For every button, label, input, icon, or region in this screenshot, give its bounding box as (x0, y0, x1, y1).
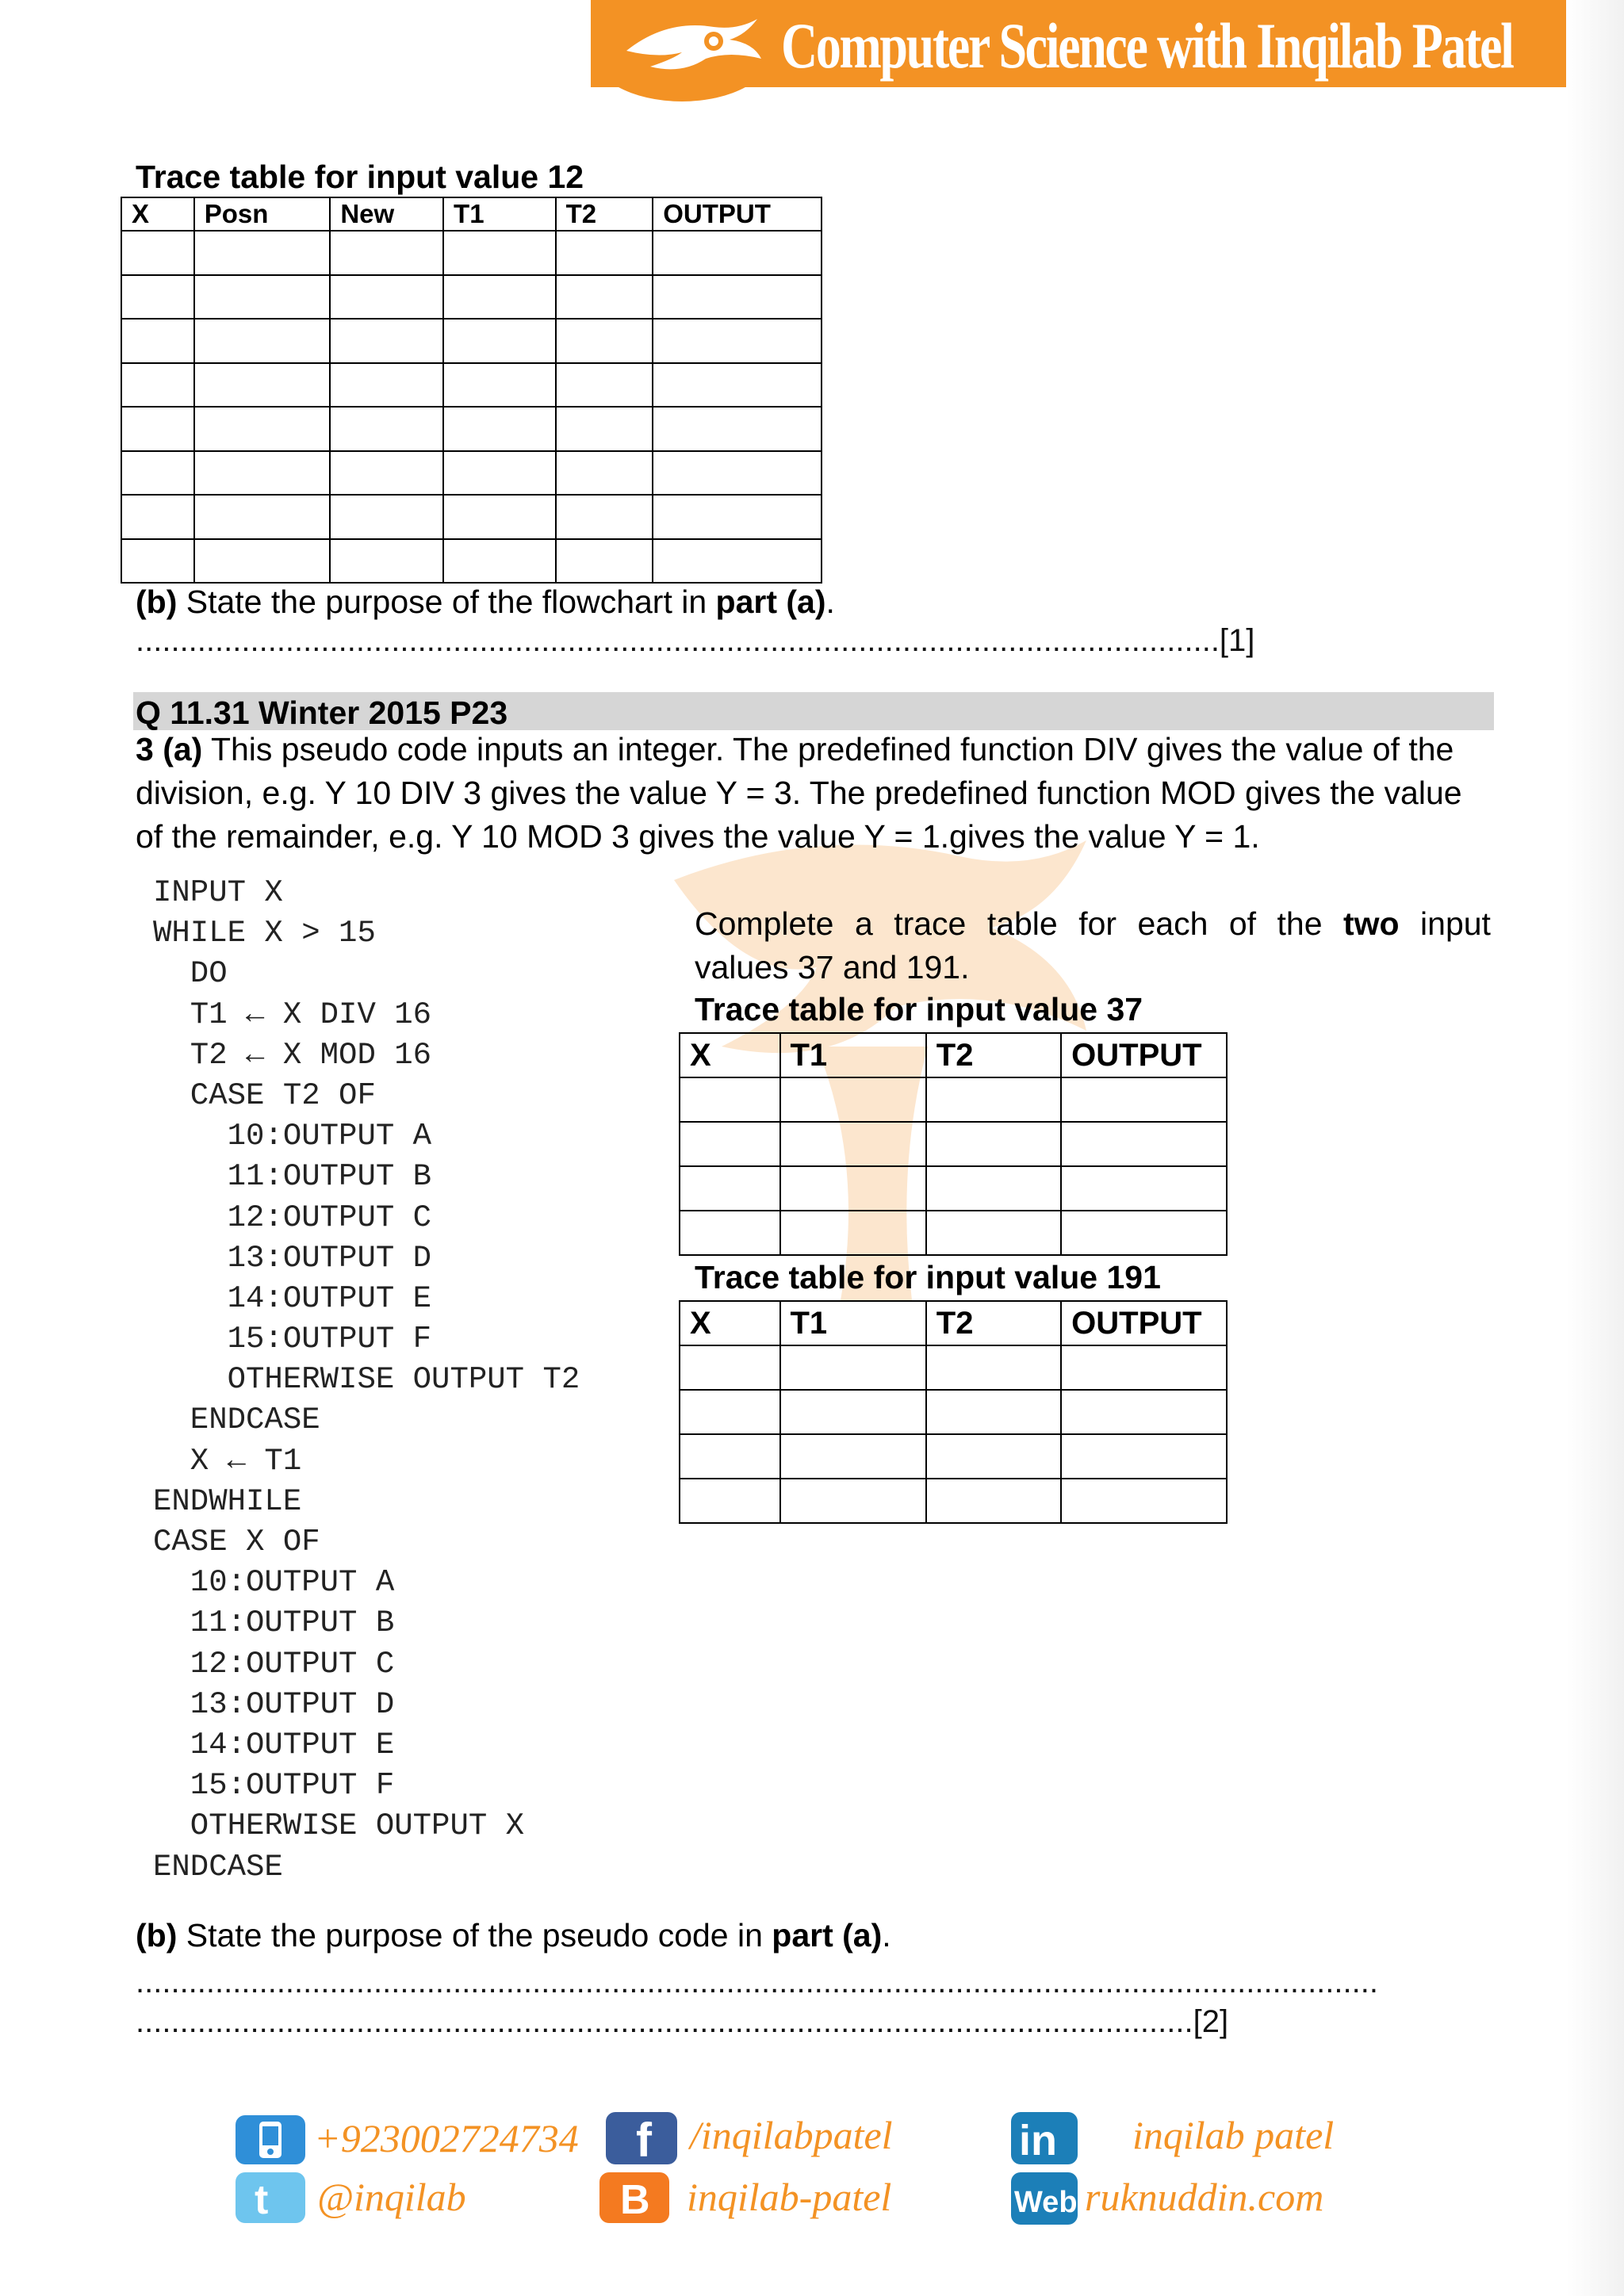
instruction-word: a (854, 905, 873, 942)
table-cell (330, 407, 443, 451)
part-b-flowchart (136, 584, 835, 621)
table-cell (680, 1434, 780, 1479)
table-cell (330, 363, 443, 408)
code-line: 15:OUTPUT F (153, 1322, 432, 1357)
table-cell (680, 1077, 780, 1122)
table-row (121, 539, 822, 584)
code-line: ENDWHILE (153, 1483, 302, 1519)
table-cell (330, 275, 443, 320)
svg-text:Web: Web (1014, 2186, 1078, 2219)
question-intro-line2: division, e.g. Y 10 DIV 3 gives the value Y = 3. The predefined function MOD gives the value (136, 775, 1462, 811)
table-row (680, 1166, 1227, 1211)
table-cell (194, 319, 331, 363)
answer-line-2: ............................................................................................................................................. (136, 1965, 1378, 1999)
table-cell (926, 1077, 1061, 1122)
part-b-end: . (825, 584, 835, 620)
code-line: ENDCASE (153, 1402, 320, 1438)
table-row (121, 451, 822, 496)
table-row (680, 1434, 1227, 1479)
column-header: Posn (194, 197, 331, 231)
table-cell (680, 1390, 780, 1434)
instruction-line2: values 37 and 191. (695, 949, 970, 985)
page-edge-shadow (1566, 0, 1624, 2296)
table-cell (680, 1479, 780, 1523)
table-cell (1061, 1345, 1227, 1390)
table-row (121, 319, 822, 363)
table-cell (443, 275, 556, 320)
table-cell (780, 1077, 926, 1122)
table-cell (194, 407, 331, 451)
table-cell (1061, 1122, 1227, 1166)
table-cell (556, 231, 653, 275)
table-cell (194, 363, 331, 408)
table-cell (1061, 1479, 1227, 1523)
table-row (121, 231, 822, 275)
table-row (121, 495, 822, 539)
instruction-word: each (1137, 905, 1208, 942)
table-cell (653, 451, 822, 496)
table-cell (443, 451, 556, 496)
web-icon (1011, 2172, 1078, 2225)
footer-web: ruknuddin.com (1085, 2175, 1324, 2219)
footer-phone: +923002724734 (314, 2116, 579, 2160)
table-cell (653, 319, 822, 363)
table-cell (653, 231, 822, 275)
table-cell (680, 1122, 780, 1166)
table-cell (556, 539, 653, 584)
answer-line-3: ........................................................................................................................[2] (136, 2004, 1229, 2039)
twitter-icon (236, 2172, 305, 2223)
table-cell (194, 495, 331, 539)
table-row (680, 1122, 1227, 1166)
column-header: T1 (780, 1301, 926, 1345)
table-cell (121, 407, 194, 451)
question-number: 3 (a) (136, 731, 203, 767)
table-cell (780, 1211, 926, 1255)
instruction-word: table (986, 905, 1058, 942)
phone-icon (236, 2115, 305, 2164)
table-cell (121, 319, 194, 363)
table-cell (653, 539, 822, 584)
code-line: CASE T2 OF (153, 1077, 376, 1113)
code-line: 14:OUTPUT E (153, 1727, 395, 1762)
table-cell (121, 231, 194, 275)
table-header-row (121, 197, 822, 231)
table-header-row (680, 1033, 1227, 1077)
table-cell (926, 1479, 1061, 1523)
column-header: T2 (556, 197, 653, 231)
table-row (121, 275, 822, 320)
code-line: 14:OUTPUT E (153, 1280, 432, 1316)
table-cell (330, 319, 443, 363)
code-line: INPUT X (153, 875, 283, 910)
table-cell (443, 495, 556, 539)
table-cell (330, 495, 443, 539)
code-line: 13:OUTPUT D (153, 1240, 432, 1276)
table-cell (443, 319, 556, 363)
instruction-word: trace (894, 905, 967, 942)
table-cell (121, 539, 194, 584)
code-line: 13:OUTPUT D (153, 1686, 395, 1722)
code-line: 15:OUTPUT F (153, 1768, 395, 1804)
table-cell (556, 363, 653, 408)
column-header: T2 (926, 1033, 1061, 1077)
table-cell (926, 1390, 1061, 1434)
table-cell (780, 1122, 926, 1166)
emphasis-word: two (1342, 905, 1400, 942)
pseudocode-block (153, 873, 580, 1888)
svg-text:B: B (620, 2177, 650, 2223)
trace-title-12: Trace table for input value 12 (136, 159, 584, 195)
table-cell (556, 407, 653, 451)
table-row (680, 1390, 1227, 1434)
table-cell (926, 1122, 1061, 1166)
trace-title-191: Trace table for input value 191 (695, 1259, 1161, 1295)
table-cell (121, 495, 194, 539)
instruction-line1 (695, 905, 1491, 943)
instruction-word: Complete (695, 905, 834, 942)
table-cell (443, 539, 556, 584)
part-b-pseudocode (136, 1917, 891, 1954)
code-line: X ← T1 (153, 1443, 302, 1479)
trace-table-37 (679, 1032, 1228, 1256)
table-cell (680, 1166, 780, 1211)
part-label: (b) (136, 584, 178, 620)
table-cell (556, 319, 653, 363)
table-cell (926, 1345, 1061, 1390)
code-line: CASE X OF (153, 1525, 320, 1559)
part-b-text: State the purpose of the flowchart in (177, 584, 716, 620)
code-line: 10:OUTPUT A (153, 1119, 432, 1154)
table-cell (121, 275, 194, 320)
question-intro-line3: of the remainder, e.g. Y 10 MOD 3 gives the value Y = 1.gives the value Y = 1. (136, 818, 1260, 855)
table-cell (443, 363, 556, 408)
trace-table-12 (121, 197, 822, 584)
table-cell (1061, 1211, 1227, 1255)
column-header: X (680, 1033, 780, 1077)
code-line: OTHERWISE OUTPUT T2 (153, 1362, 580, 1398)
instruction-word: for (1078, 905, 1117, 942)
column-header: OUTPUT (1061, 1301, 1227, 1345)
column-header: X (680, 1301, 780, 1345)
table-cell (330, 539, 443, 584)
blogger-icon (599, 2172, 669, 2223)
trace-table-191 (679, 1300, 1228, 1524)
intro-text: This pseudo code inputs an integer. The predefined function DIV gives the value of the (202, 731, 1454, 767)
footer-twitter: @inqilab (317, 2175, 466, 2219)
code-line: 10:OUTPUT A (153, 1565, 395, 1601)
header-title: Computer Science with Inqilab Patel (781, 10, 1513, 82)
table-cell (780, 1166, 926, 1211)
table-cell (653, 495, 822, 539)
table-cell (926, 1211, 1061, 1255)
part-label: (b) (136, 1917, 178, 1954)
column-header: X (121, 197, 194, 231)
table-row (680, 1479, 1227, 1523)
code-line: OTHERWISE OUTPUT X (153, 1808, 525, 1844)
table-cell (121, 363, 194, 408)
table-row (680, 1077, 1227, 1122)
table-cell (653, 363, 822, 408)
part-b-text: State the purpose of the pseudo code in (177, 1917, 772, 1954)
table-cell (780, 1345, 926, 1390)
table-cell (443, 231, 556, 275)
table-cell (653, 275, 822, 320)
part-ref: part (a) (715, 584, 826, 620)
table-cell (121, 451, 194, 496)
column-header: OUTPUT (1061, 1033, 1227, 1077)
table-cell (556, 451, 653, 496)
table-row (121, 363, 822, 408)
part-ref: part (a) (772, 1917, 883, 1954)
table-cell (556, 275, 653, 320)
table-cell (194, 539, 331, 584)
table-header-row (680, 1301, 1227, 1345)
table-row (121, 407, 822, 451)
instruction-word: the (1277, 905, 1323, 942)
instruction-word: input (1420, 905, 1491, 942)
table-cell (1061, 1390, 1227, 1434)
code-line: ENDCASE (153, 1849, 283, 1885)
table-cell (330, 451, 443, 496)
table-cell (680, 1211, 780, 1255)
table-cell (780, 1390, 926, 1434)
table-cell (680, 1345, 780, 1390)
table-cell (1061, 1077, 1227, 1122)
trace-title-37: Trace table for input value 37 (695, 991, 1143, 1027)
code-line: T2 ← X MOD 16 (153, 1037, 432, 1073)
footer-linkedin: inqilab patel (1132, 2113, 1335, 2157)
code-line: 12:OUTPUT C (153, 1646, 395, 1682)
table-cell (556, 495, 653, 539)
question-heading: Q 11.31 Winter 2015 P23 (136, 695, 508, 731)
code-line: 11:OUTPUT B (153, 1605, 395, 1641)
column-header: New (330, 197, 443, 231)
part-b-end: . (882, 1917, 891, 1954)
eagle-logo-icon (619, 3, 769, 90)
table-row (680, 1345, 1227, 1390)
table-row (680, 1211, 1227, 1255)
table-cell (194, 451, 331, 496)
table-cell (926, 1166, 1061, 1211)
table-cell (194, 231, 331, 275)
column-header: OUTPUT (653, 197, 822, 231)
table-cell (926, 1434, 1061, 1479)
table-cell (330, 231, 443, 275)
table-cell (194, 275, 331, 320)
table-cell (1061, 1434, 1227, 1479)
table-cell (780, 1434, 926, 1479)
code-line: DO (153, 956, 228, 992)
column-header: T2 (926, 1301, 1061, 1345)
answer-line-1: ...........................................................................................................................[1] (136, 623, 1255, 658)
table-cell (780, 1479, 926, 1523)
footer-blogger: inqilab-patel (687, 2175, 892, 2219)
question-intro-line1 (136, 731, 1454, 768)
svg-text:t: t (255, 2177, 269, 2223)
facebook-icon (606, 2112, 677, 2164)
column-header: T1 (780, 1033, 926, 1077)
table-cell (653, 407, 822, 451)
table-cell (1061, 1166, 1227, 1211)
code-line: T1 ← X DIV 16 (153, 997, 432, 1032)
table-cell (443, 407, 556, 451)
column-header: T1 (443, 197, 556, 231)
footer-facebook: /inqilabpatel (690, 2113, 893, 2157)
svg-text:in: in (1019, 2117, 1057, 2164)
instruction-word: of (1228, 905, 1257, 942)
linkedin-icon (1011, 2112, 1078, 2164)
code-line: 12:OUTPUT C (153, 1200, 432, 1235)
svg-text:f: f (636, 2114, 652, 2164)
code-line: WHILE X > 15 (153, 916, 376, 951)
code-line: 11:OUTPUT B (153, 1159, 432, 1195)
